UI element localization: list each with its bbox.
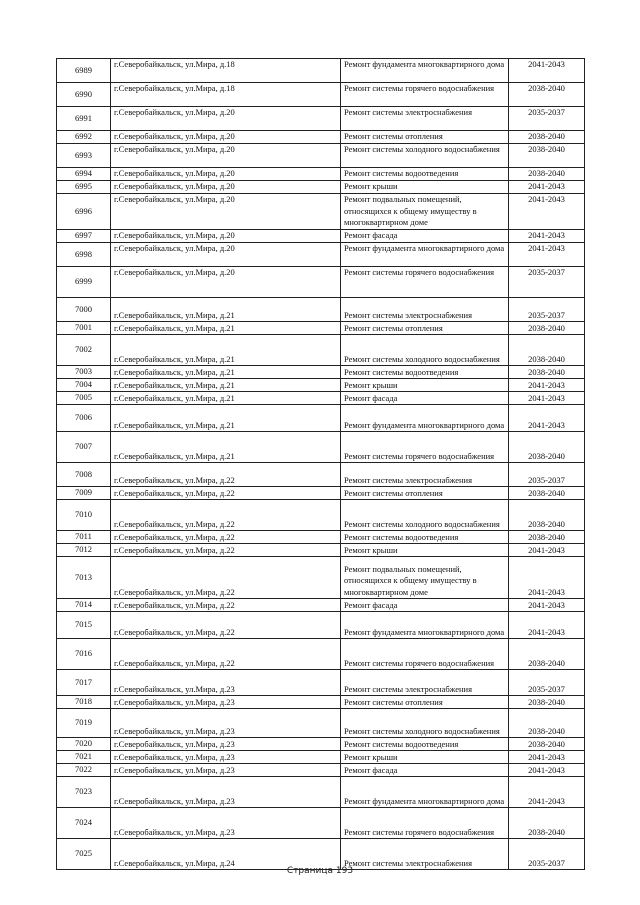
address-cell: г.Северобайкальск, ул.Мира, д.21 [111,322,341,335]
table-row [57,709,585,738]
work-type-cell: Ремонт системы отопления [341,322,509,335]
address-cell: г.Северобайкальск, ул.Мира, д.22 [111,599,341,612]
row-number: 7015 [57,612,111,639]
work-type-cell: Ремонт фундамента многоквартирного дома [341,243,509,267]
period-cell: 2038-2040 [509,335,585,366]
row-number: 6999 [57,267,111,298]
row-number: 6995 [57,181,111,194]
table-row [57,487,585,500]
work-type-cell: Ремонт фасада [341,764,509,777]
table-row [57,531,585,544]
address-cell: г.Северобайкальск, ул.Мира, д.20 [111,243,341,267]
address-cell: г.Северобайкальск, ул.Мира, д.20 [111,131,341,144]
table-row [57,267,585,298]
period-cell: 2041-2043 [509,181,585,194]
row-number: 6996 [57,194,111,230]
period-cell: 2035-2037 [509,298,585,322]
row-number: 6989 [57,59,111,83]
table-row [57,131,585,144]
table-row [57,392,585,405]
work-type-cell: Ремонт фасада [341,392,509,405]
table-row [57,107,585,131]
work-schedule-table [56,58,585,870]
row-number: 7017 [57,670,111,696]
period-cell: 2041-2043 [509,751,585,764]
work-type-cell: Ремонт системы электроснабжения [341,107,509,131]
work-type-cell: Ремонт фасада [341,599,509,612]
period-cell: 2038-2040 [509,366,585,379]
work-type-cell: Ремонт крыши [341,751,509,764]
table-row [57,764,585,777]
work-type-cell: Ремонт системы холодного водоснабжения [341,500,509,531]
table-body [57,59,585,870]
row-number: 7011 [57,531,111,544]
row-number: 7001 [57,322,111,335]
work-type-cell: Ремонт системы водоотведения [341,168,509,181]
work-type-cell: Ремонт системы водоотведения [341,738,509,751]
period-cell: 2038-2040 [509,696,585,709]
table-row [57,544,585,557]
table-row [57,59,585,83]
row-number: 7022 [57,764,111,777]
address-cell: г.Северобайкальск, ул.Мира, д.22 [111,639,341,670]
address-cell: г.Северобайкальск, ул.Мира, д.23 [111,709,341,738]
address-cell: г.Северобайкальск, ул.Мира, д.24 [111,839,341,870]
table-row [57,298,585,322]
work-type-cell: Ремонт системы водоотведения [341,531,509,544]
work-type-cell: Ремонт системы отопления [341,696,509,709]
address-cell: г.Северобайкальск, ул.Мира, д.21 [111,392,341,405]
period-cell: 2041-2043 [509,59,585,83]
period-cell: 2038-2040 [509,709,585,738]
address-cell: г.Северобайкальск, ул.Мира, д.22 [111,487,341,500]
work-type-cell: Ремонт системы водоотведения [341,366,509,379]
table-row [57,243,585,267]
table-row [57,463,585,487]
period-cell: 2041-2043 [509,777,585,808]
table-row [57,379,585,392]
address-cell: г.Северобайкальск, ул.Мира, д.22 [111,612,341,639]
row-number: 6990 [57,83,111,107]
period-cell: 2041-2043 [509,612,585,639]
table-row [57,500,585,531]
period-cell: 2038-2040 [509,322,585,335]
work-type-cell: Ремонт системы отопления [341,487,509,500]
work-type-cell: Ремонт фундамента многоквартирного дома [341,612,509,639]
address-cell: г.Северобайкальск, ул.Мира, д.20 [111,230,341,243]
work-type-cell: Ремонт системы холодного водоснабжения [341,144,509,168]
address-cell: г.Северобайкальск, ул.Мира, д.22 [111,544,341,557]
work-type-cell: Ремонт системы горячего водоснабжения [341,267,509,298]
work-type-cell: Ремонт подвальных помещений, относящихся к общему имуществу в многоквартирном доме [341,194,509,230]
address-cell: г.Северобайкальск, ул.Мира, д.21 [111,335,341,366]
work-type-cell: Ремонт системы электроснабжения [341,298,509,322]
work-type-cell: Ремонт подвальных помещений, относящихся к общему имуществу в многоквартирном доме [341,557,509,599]
work-type-cell: Ремонт системы электроснабжения [341,463,509,487]
row-number: 7007 [57,432,111,463]
address-cell: г.Северобайкальск, ул.Мира, д.21 [111,405,341,432]
address-cell: г.Северобайкальск, ул.Мира, д.21 [111,298,341,322]
row-number: 7013 [57,557,111,599]
address-cell: г.Северобайкальск, ул.Мира, д.20 [111,144,341,168]
work-type-cell: Ремонт системы холодного водоснабжения [341,335,509,366]
period-cell: 2041-2043 [509,405,585,432]
table-row [57,808,585,839]
work-type-cell: Ремонт системы отопления [341,131,509,144]
table-row [57,557,585,599]
address-cell: г.Северобайкальск, ул.Мира, д.22 [111,463,341,487]
address-cell: г.Северобайкальск, ул.Мира, д.23 [111,696,341,709]
row-number: 7020 [57,738,111,751]
period-cell: 2038-2040 [509,144,585,168]
row-number: 6994 [57,168,111,181]
address-cell: г.Северобайкальск, ул.Мира, д.23 [111,751,341,764]
address-cell: г.Северобайкальск, ул.Мира, д.18 [111,59,341,83]
work-type-cell: Ремонт системы горячего водоснабжения [341,83,509,107]
table-row [57,366,585,379]
work-type-cell: Ремонт системы электроснабжения [341,839,509,870]
table-row [57,168,585,181]
work-type-cell: Ремонт фасада [341,230,509,243]
period-cell: 2038-2040 [509,808,585,839]
address-cell: г.Северобайкальск, ул.Мира, д.23 [111,777,341,808]
table-row [57,751,585,764]
row-number: 7003 [57,366,111,379]
row-number: 7012 [57,544,111,557]
table-row [57,670,585,696]
table-row [57,405,585,432]
work-type-cell: Ремонт системы горячего водоснабжения [341,432,509,463]
page-footer [0,866,640,876]
period-cell: 2041-2043 [509,544,585,557]
work-type-cell: Ремонт крыши [341,544,509,557]
row-number: 6993 [57,144,111,168]
row-number: 7019 [57,709,111,738]
address-cell: г.Северобайкальск, ул.Мира, д.20 [111,267,341,298]
address-cell: г.Северобайкальск, ул.Мира, д.20 [111,181,341,194]
period-cell: 2038-2040 [509,500,585,531]
period-cell: 2038-2040 [509,639,585,670]
address-cell: г.Северобайкальск, ул.Мира, д.22 [111,531,341,544]
period-cell: 2038-2040 [509,531,585,544]
period-cell: 2035-2037 [509,839,585,870]
address-cell: г.Северобайкальск, ул.Мира, д.18 [111,83,341,107]
period-cell: 2041-2043 [509,379,585,392]
period-cell: 2041-2043 [509,194,585,230]
table-row [57,738,585,751]
table-row [57,194,585,230]
work-type-cell: Ремонт фундамента многоквартирного дома [341,777,509,808]
period-cell: 2038-2040 [509,131,585,144]
work-type-cell: Ремонт системы электроснабжения [341,670,509,696]
period-cell: 2041-2043 [509,764,585,777]
row-number: 7024 [57,808,111,839]
address-cell: г.Северобайкальск, ул.Мира, д.21 [111,432,341,463]
period-cell: 2035-2037 [509,107,585,131]
row-number: 6997 [57,230,111,243]
address-cell: г.Северобайкальск, ул.Мира, д.21 [111,366,341,379]
table-row [57,696,585,709]
address-cell: г.Северобайкальск, ул.Мира, д.22 [111,500,341,531]
period-cell: 2038-2040 [509,738,585,751]
row-number: 7018 [57,696,111,709]
table-row [57,777,585,808]
row-number: 6998 [57,243,111,267]
table-row [57,322,585,335]
page-number: Страница 193 [286,866,354,876]
table-row [57,839,585,870]
period-cell: 2038-2040 [509,83,585,107]
row-number: 7025 [57,839,111,870]
table-row [57,335,585,366]
work-type-cell: Ремонт системы горячего водоснабжения [341,639,509,670]
period-cell: 2041-2043 [509,599,585,612]
row-number: 6991 [57,107,111,131]
work-type-cell: Ремонт фундамента многоквартирного дома [341,59,509,83]
row-number: 7009 [57,487,111,500]
period-cell: 2041-2043 [509,230,585,243]
table-row [57,432,585,463]
address-cell: г.Северобайкальск, ул.Мира, д.20 [111,168,341,181]
address-cell: г.Северобайкальск, ул.Мира, д.22 [111,557,341,599]
period-cell: 2041-2043 [509,392,585,405]
table-row [57,144,585,168]
work-type-cell: Ремонт крыши [341,181,509,194]
row-number: 7014 [57,599,111,612]
address-cell: г.Северобайкальск, ул.Мира, д.23 [111,670,341,696]
period-cell: 2038-2040 [509,168,585,181]
row-number: 7010 [57,500,111,531]
row-number: 7021 [57,751,111,764]
address-cell: г.Северобайкальск, ул.Мира, д.23 [111,764,341,777]
row-number: 7008 [57,463,111,487]
period-cell: 2038-2040 [509,432,585,463]
table-row [57,599,585,612]
address-cell: г.Северобайкальск, ул.Мира, д.23 [111,808,341,839]
row-number: 7016 [57,639,111,670]
row-number: 7023 [57,777,111,808]
table-row [57,639,585,670]
address-cell: г.Северобайкальск, ул.Мира, д.23 [111,738,341,751]
period-cell: 2041-2043 [509,557,585,599]
address-cell: г.Северобайкальск, ул.Мира, д.20 [111,107,341,131]
table-row [57,83,585,107]
table-row [57,230,585,243]
period-cell: 2038-2040 [509,487,585,500]
table-row [57,181,585,194]
row-number: 7004 [57,379,111,392]
row-number: 7005 [57,392,111,405]
row-number: 7000 [57,298,111,322]
address-cell: г.Северобайкальск, ул.Мира, д.21 [111,379,341,392]
work-type-cell: Ремонт фундамента многоквартирного дома [341,405,509,432]
period-cell: 2035-2037 [509,463,585,487]
work-type-cell: Ремонт системы холодного водоснабжения [341,709,509,738]
row-number: 7002 [57,335,111,366]
period-cell: 2035-2037 [509,670,585,696]
period-cell: 2035-2037 [509,267,585,298]
row-number: 6992 [57,131,111,144]
row-number: 7006 [57,405,111,432]
period-cell: 2041-2043 [509,243,585,267]
table-row [57,612,585,639]
address-cell: г.Северобайкальск, ул.Мира, д.20 [111,194,341,230]
work-type-cell: Ремонт крыши [341,379,509,392]
work-type-cell: Ремонт системы горячего водоснабжения [341,808,509,839]
